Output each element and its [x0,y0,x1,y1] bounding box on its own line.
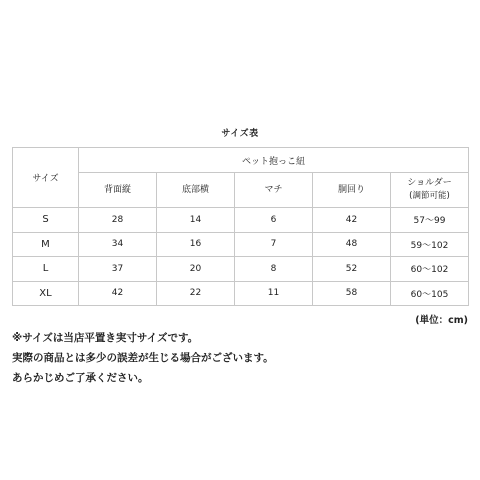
table-cell: 57〜99 [391,208,469,233]
column-header-waist [313,173,391,208]
table-header-row [13,148,469,173]
table-row [13,281,469,306]
note-line: 実際の商品とは多少の誤差が生じる場合がございます。 [12,352,274,364]
column-header-row [13,173,469,208]
column-header-gusset [235,173,313,208]
table-cell: 34 [79,232,157,257]
column-header-label: 背面縦 [103,184,131,195]
size-table [12,147,469,306]
table-cell: 58 [313,281,391,306]
size-column-header: サイズ [13,148,79,208]
table-row [13,208,469,233]
table-cell: 7 [235,232,313,257]
note-line: あらかじめご了承ください。 [12,372,149,384]
table-cell: 6 [235,208,313,233]
table-cell: 14 [157,208,235,233]
row-size-label: M [13,232,79,257]
row-size-label: S [13,208,79,233]
column-header-bottom-width [157,173,235,208]
table-cell: 8 [235,257,313,282]
column-header-back-length [79,173,157,208]
table-cell: 48 [313,232,391,257]
table-cell: 42 [79,281,157,306]
table-cell: 11 [235,281,313,306]
row-size-label: L [13,257,79,282]
table-cell: 59〜102 [391,232,469,257]
column-header-label: 胴回り [337,184,365,195]
table-cell: 28 [79,208,157,233]
table-cell: 52 [313,257,391,282]
table-cell: 16 [157,232,235,257]
note-line: ※サイズは当店平置き実寸サイズです。 [12,332,199,344]
column-header-label: ショルダー [407,178,452,188]
column-header-shoulder [391,173,469,208]
column-header-sublabel: (調節可能) [409,191,450,201]
row-size-label: XL [13,281,79,306]
table-cell: 37 [79,257,157,282]
unit-label: (単位：cm) [415,315,468,326]
size-chart-title: サイズ表 [221,129,259,139]
table-cell: 20 [157,257,235,282]
product-group-header: ペット抱っこ紐 [79,148,469,173]
notes [12,328,274,388]
column-header-label: 底部横 [181,184,209,195]
table-cell: 60〜105 [391,281,469,306]
table-cell: 60〜102 [391,257,469,282]
column-header-label: マチ [264,184,283,195]
table-row [13,257,469,282]
table-cell: 22 [157,281,235,306]
table-cell: 42 [313,208,391,233]
table-row [13,232,469,257]
